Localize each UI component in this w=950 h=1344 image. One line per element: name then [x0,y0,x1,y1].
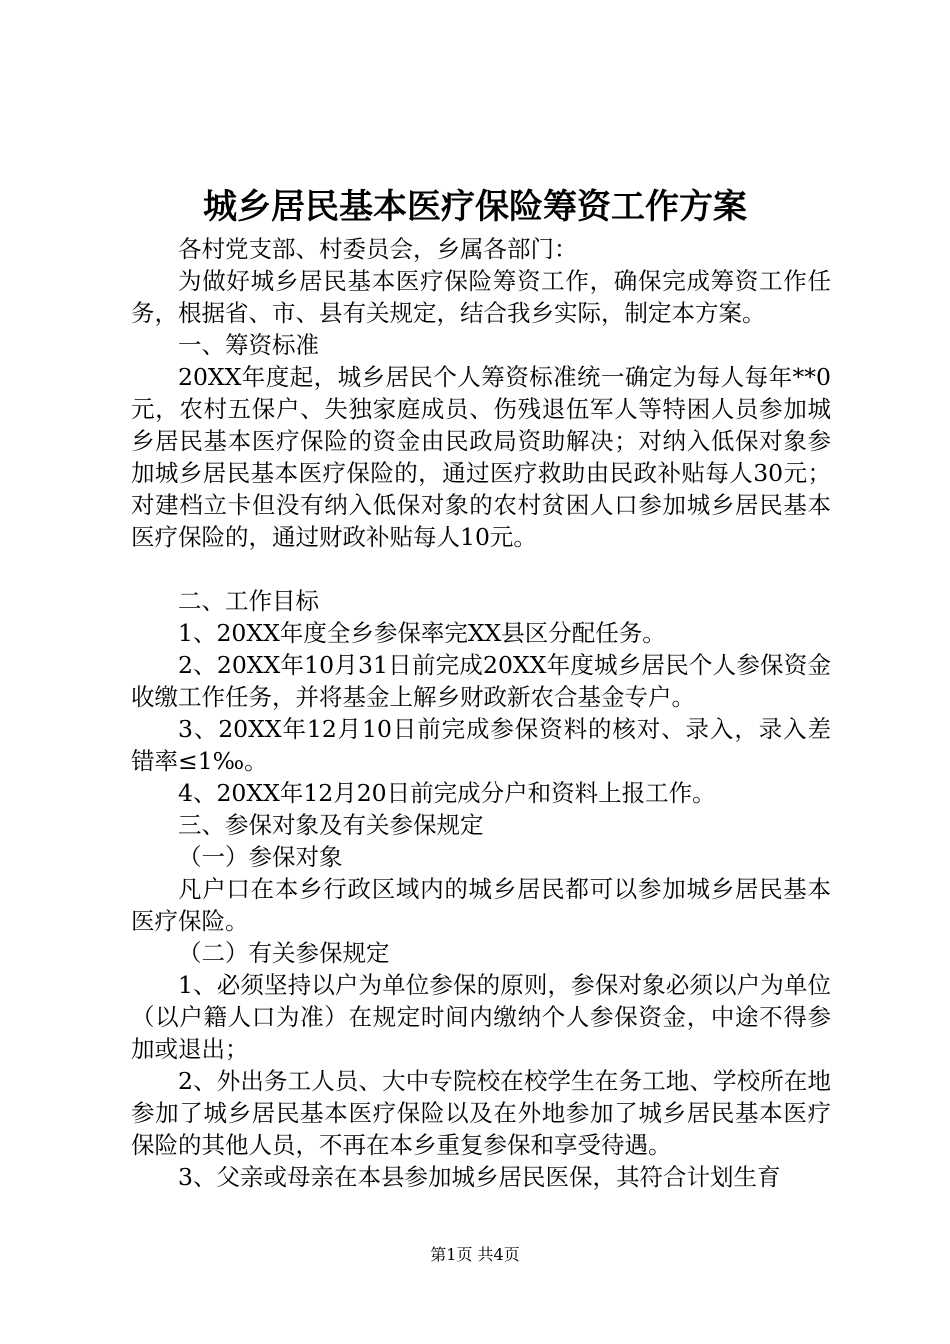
page-footer: 第1页 共4页 [430,1245,520,1264]
rule-item-2: 2、外出务工人员、大中专院校在校学生在务工地、学校所在地参加了城乡居民基本医疗保险以及在外地参加了城乡居民基本医疗保险的其他人员，不再在本乡重复参保和享受待遇。 [131,1067,831,1159]
rule-item-1: 1、必须坚持以户为单位参保的原则，参保对象必须以户为单位（以户籍人口为准）在规定时间内缴纳个人参保资金，中途不得参加或退出； [131,971,831,1063]
document-title: 城乡居民基本医疗保险筹资工作方案 [203,187,747,227]
section-heading-2: 二、工作目标 [178,587,319,615]
section-heading-3: 三、参保对象及有关参保规定 [178,811,484,839]
salutation: 各村党支部、村委员会，乡属各部门： [178,235,578,263]
blank-line [131,553,831,585]
document-body [131,233,831,1193]
subsection-heading-2: （二）有关参保规定 [178,939,390,967]
subsection-heading-1: （一）参保对象 [178,843,343,871]
eligibility-paragraph: 凡户口在本乡行政区域内的城乡居民都可以参加城乡居民基本医疗保险。 [131,875,831,935]
intro-paragraph: 为做好城乡居民基本医疗保险筹资工作，确保完成筹资工作任务，根据省、市、县有关规定，结合我乡实际，制定本方案。 [131,267,831,327]
goal-item-2: 2、20XX年10月31日前完成20XX年度城乡居民个人参保资金收缴工作任务，并将基金上解乡财政新农合基金专户。 [131,651,831,711]
goal-item-4: 4、20XX年12月20日前完成分户和资料上报工作。 [178,779,716,807]
goal-item-3: 3、20XX年12月10日前完成参保资料的核对、录入，录入差错率≤1‰。 [131,715,831,775]
section-heading-1: 一、筹资标准 [178,331,319,359]
funding-standard-paragraph: 20XX年度起，城乡居民个人筹资标准统一确定为每人每年**0元，农村五保户、失独家庭成员、伤残退伍军人等特困人员参加城乡居民基本医疗保险的资金由民政局资助解决；对纳入低保对象参加城乡居民基本医疗保险的，通过医疗救助由民政补贴每人30元；对建档立卡但没有纳入低保对象的农村贫困人口参加城乡居民基本医疗保险的，通过财政补贴每人10元。 [131,363,831,551]
goal-item-1: 1、20XX年度全乡参保率完XX县区分配任务。 [178,619,666,647]
rule-item-3: 3、父亲或母亲在本县参加城乡居民医保，其符合计划生育 [178,1163,781,1191]
